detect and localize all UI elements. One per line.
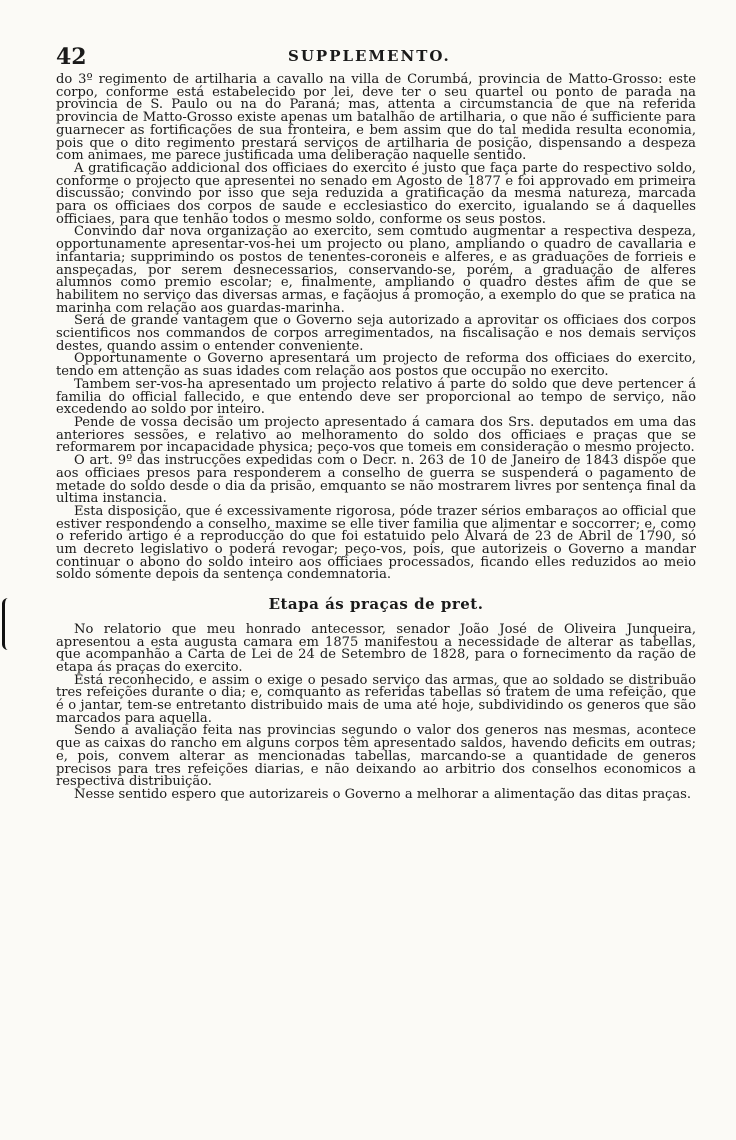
paragraph: Pende de vossa decisão um projecto apresentado á camara dos Srs. deputados em uma das anteriores sessões, e relativo ao melhoramento do soldo dos officiaes e praças que se reformarem por incapacidade physica; peço-vos que tomeis em consideração o mesmo projecto. bbox=[56, 414, 696, 456]
page-header bbox=[56, 44, 696, 70]
paragraph: Opportunamente o Governo apresentará um projecto de reforma dos officiaes do exercito, tendo em attenção as suas idades com relação aos postos que occupão no exercito. bbox=[56, 351, 696, 380]
paragraph: Nesse sentido espero que autorizareis o Governo a melhorar a alimentação das ditas praças. bbox=[74, 786, 692, 802]
body-text bbox=[56, 74, 696, 802]
paragraph: Será de grande vantagem que o Governo seja autorizado a aprovitar os officiaes dos corpos scientificos nos commandos de corpos arregimentados, na fiscalisação e nos demais serviços destes, quando assim o entender conveniente. bbox=[56, 313, 696, 354]
paragraph: No relatorio que meu honrado antecessor, senador João José de Oliveira Junqueira, apresentou a esta augusta camara em 1875 manifestou a necessidade de alterar as tabellas, que acompanhão a Carta de Lei de 24 de Setembro de 1828, para o fornecimento da ração de etapa ás praças do exercito. bbox=[56, 621, 696, 675]
running-title: SUPPLEMENTO. bbox=[288, 47, 451, 65]
paragraph: Está reconhecido, e assim o exige o pesado serviço das armas, que ao soldado se distribuão tres refeições durante o dia; e, comquanto as referidas tabellas só tratem de uma refeição, que é o jantar, tem-se entretanto distribuido mais de uma até hoje, subdividindo os generos que são marcados para aquella. bbox=[56, 672, 696, 726]
paragraph: Sendo a avaliação feita nas provincias segundo o valor dos generos nas mesmas, acontece que as caixas do rancho em alguns corpos têm apresentado saldos, havendo deficits em outras; e, pois, convem alterar as mencionadas tabellas, marcando-se a quantidade de generos precisos para tres refeições diarias, e não deixando ao arbitrio dos conselhos economicos a respectiva distribuição. bbox=[56, 723, 696, 790]
paragraph: Esta disposição, que é excessivamente rigorosa, póde trazer sérios embaraços ao official que estiver respondendo a conselho, maxime se elle tiver familia que alimentar e soccorrer; e, como o referido artigo é a reproducção do que foi estatuido pelo Alvará de 23 de Abril de 1790, só um decreto legislativo o poderá revogar; peço-vos, pois, que autorizeis o Governo a mandar continuar o abono do soldo inteiro aos officiaes processados, ficando elles reduzidos ao meio soldo sómente depois da sentença condemnatoria. bbox=[56, 503, 696, 583]
paragraph: Tambem ser-vos-ha apresentado um projecto relativo á parte do soldo que deve pertencer á familia do official fallecido, e que entendo deve ser proporcional ao tempo de serviço, não excedendo ao soldo por inteiro. bbox=[56, 376, 696, 418]
paragraph: Convindo dar nova organização ao exercito, sem comtudo augmentar a respectiva despeza, opportunamente apresentar-vos-hei um projecto ou plano, ampliando o quadro de cavallaria e infantaria; supprimindo os postos de tenentes-coroneis e alferes, e as graduações de forrieis e anspeçadas, por serem desnecessarios, conservando-se, porém, a graduação de alferes alumnos como premio escolar; e, finalmente, ampliando o quadro destes afim de que se habilitem no serviço das diversas armas, e façãojus á promoção, a exemplo do que se pratica na marinha com relação aos guardas-marinha. bbox=[56, 224, 696, 316]
paragraph: do 3º regimento de artilharia a cavallo na villa de Corumbá, provincia de Matto-Grosso: este corpo, conforme está estabelecido por lei, deve ter o seu quartel ou ponto de parada na provincia de S. Paulo ou na do Paraná; mas, attenta a circumstancia de que na referida provincia de Matto-Grosso existe apenas um batalhão de artilharia, o que não é sufficiente para guarnecer as fortificações de sua fronteira, e bem assim que do tal medida resulta economia, pois que o dito regimento prestará serviços de artilharia de posição, dispensando a despeza com animaes, me parece justificada uma deliberação naquelle sentido. bbox=[56, 72, 696, 164]
page-number: 42 bbox=[56, 44, 87, 70]
paragraph: O art. 9º das instrucções expedidas com o Decr. n. 263 de 10 de Janeiro de 1843 dispõe que aos officiaes presos para responderem a conselho de guerra se suspenderá o pagamento de metade do soldo desde o dia da prisão, emquanto se não mostrarem livres por sentença final da ultima instancia. bbox=[56, 453, 696, 507]
paragraph: A gratificação addicional dos officiaes do exercito é justo que faça parte do respectivo soldo, conforme o projecto que apresentei no senado em Agosto de 1877 e foi approvado em primeira discussão; convindo por isso que seja reduzida a gratificação da mesma natureza, marcada para os officiaes dos corpos de saude e ecclesiastico do exercito, igualando se á daquelles officiaes, para que tenhão todos o mesmo soldo, conforme os seus postos. bbox=[56, 160, 696, 227]
margin-bracket-mark bbox=[2, 598, 13, 650]
section-title: Etapa ás praças de pret. bbox=[268, 595, 484, 614]
